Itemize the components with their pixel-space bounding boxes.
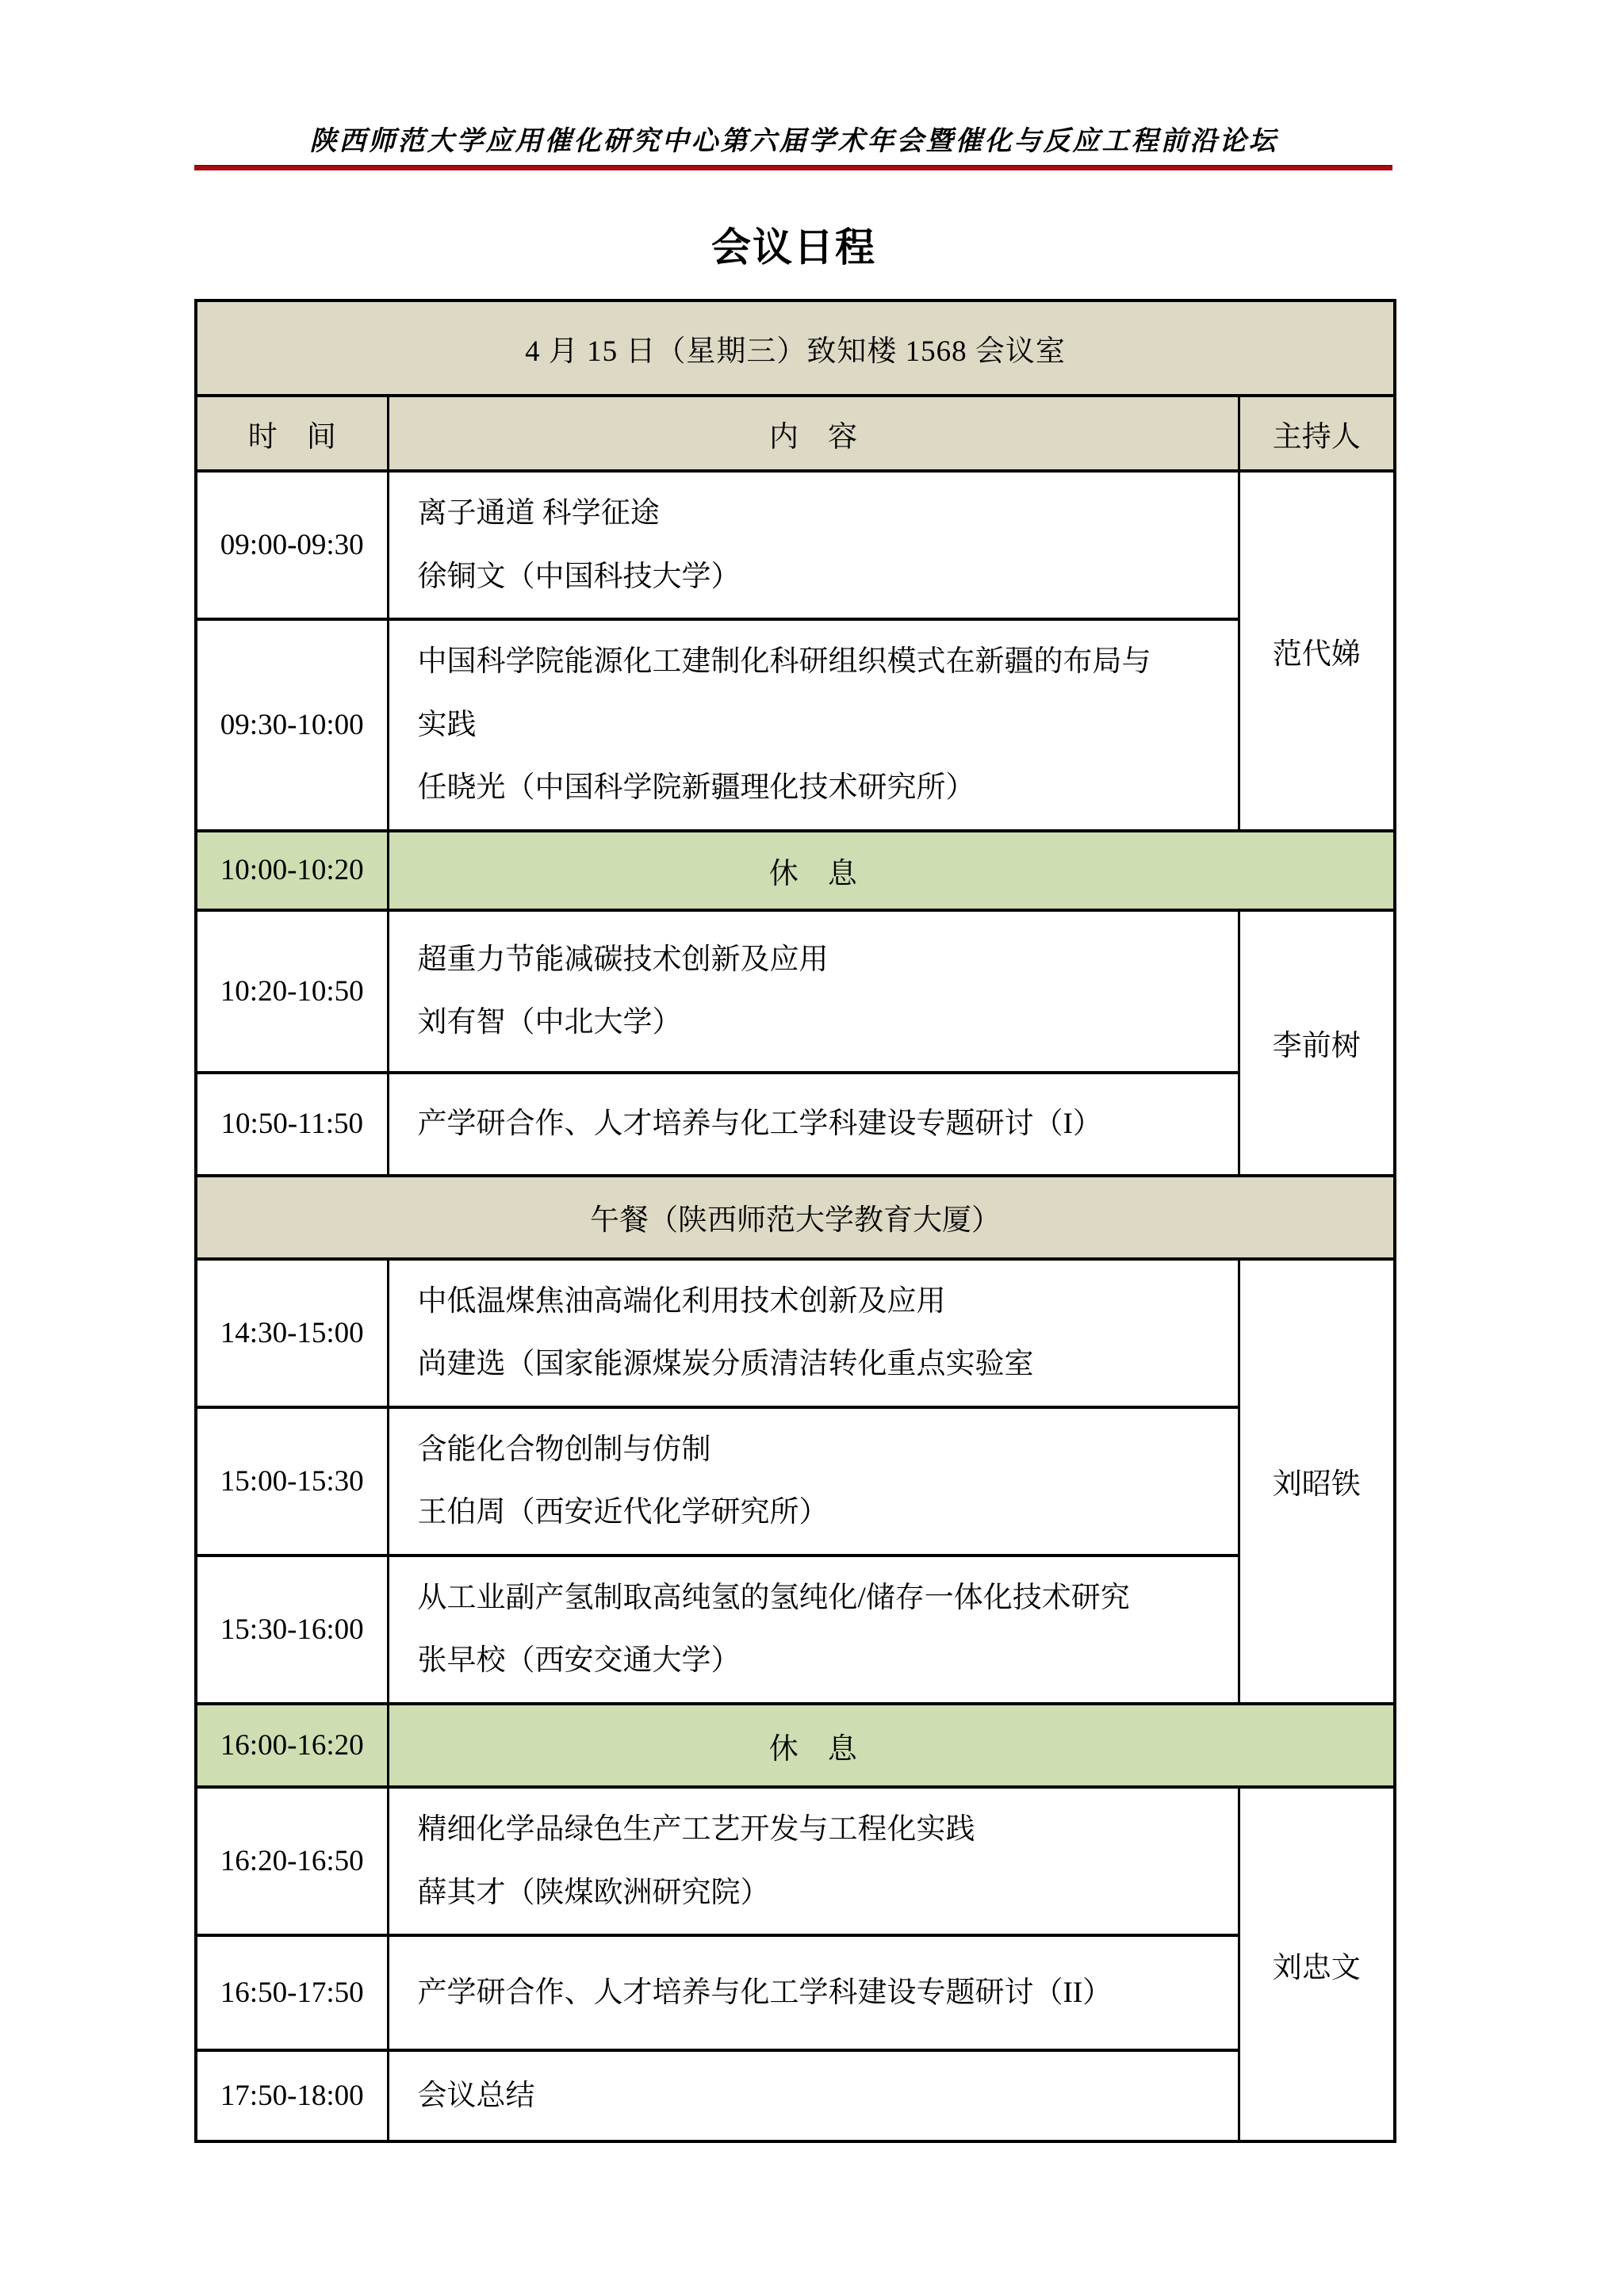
speaker: 薛其才（陕煤欧洲研究院） <box>417 1876 770 1909</box>
session-row <box>196 910 1395 1073</box>
time-cell: 15:00-15:30 <box>196 1407 388 1556</box>
column-header-row <box>196 396 1395 471</box>
time-cell: 15:30-16:00 <box>196 1556 388 1704</box>
time-cell: 17:50-18:00 <box>196 2050 388 2141</box>
content-cell <box>388 619 1239 831</box>
talk-title: 离子通道 科学征途 <box>417 497 660 530</box>
talk-title: 产学研合作、人才培养与化工学科建设专题研讨（I） <box>417 1107 1102 1140</box>
session-row <box>196 619 1395 831</box>
time-cell: 09:30-10:00 <box>196 619 388 831</box>
content-cell <box>388 1407 1239 1556</box>
speaker: 徐铜文（中国科技大学） <box>417 560 741 593</box>
session-row <box>196 2050 1395 2141</box>
time-cell: 10:00-10:20 <box>196 831 388 910</box>
talk-title: 会议总结 <box>417 2079 535 2112</box>
break-row <box>196 1704 1395 1787</box>
session-row <box>196 1073 1395 1176</box>
content-column-header: 内 容 <box>388 396 1239 471</box>
lunch-label: 午餐（陕西师范大学教育大厦） <box>196 1176 1395 1259</box>
content-cell <box>388 910 1239 1073</box>
speaker: 王伯周（西安近代化学研究所） <box>417 1496 829 1529</box>
date-header-row <box>196 300 1395 396</box>
host-cell: 刘昭铁 <box>1239 1259 1395 1704</box>
content-cell <box>388 1073 1239 1176</box>
time-cell: 10:20-10:50 <box>196 910 388 1073</box>
speaker: 任晓光（中国科学院新疆理化技术研究所） <box>417 771 975 805</box>
session-row <box>196 1407 1395 1556</box>
speaker: 尚建选（国家能源煤炭分质清洁转化重点实验室 <box>417 1348 1034 1381</box>
page-title: 会议日程 <box>711 225 876 270</box>
talk-title: 从工业副产氢制取高纯氢的氢纯化/储存一体化技术研究 <box>417 1581 1130 1614</box>
break-row <box>196 831 1395 910</box>
time-cell: 16:50-17:50 <box>196 1935 388 2050</box>
time-cell: 14:30-15:00 <box>196 1259 388 1407</box>
talk-title: 精细化学品绿色生产工艺开发与工程化实践 <box>417 1813 975 1846</box>
session-row <box>196 1556 1395 1704</box>
session-row <box>196 471 1395 619</box>
talk-title: 中低温煤焦油高端化利用技术创新及应用 <box>417 1284 946 1318</box>
time-cell: 16:20-16:50 <box>196 1787 388 1935</box>
host-cell: 范代娣 <box>1239 471 1395 831</box>
break-label: 休 息 <box>388 1704 1395 1787</box>
time-column-header: 时 间 <box>196 396 388 471</box>
break-label: 休 息 <box>388 831 1395 910</box>
content-cell <box>388 1259 1239 1407</box>
schedule-table <box>194 299 1396 2143</box>
header-rule <box>194 165 1392 170</box>
time-cell: 10:50-11:50 <box>196 1073 388 1176</box>
date-header-cell: 4 月 15 日（星期三）致知楼 1568 会议室 <box>196 300 1395 396</box>
host-column-header: 主持人 <box>1239 396 1395 471</box>
content-cell <box>388 1556 1239 1704</box>
host-cell: 刘忠文 <box>1239 1787 1395 2141</box>
content-cell <box>388 1787 1239 1935</box>
speaker: 刘有智（中北大学） <box>417 1006 682 1039</box>
talk-title: 产学研合作、人才培养与化工学科建设专题研讨（II） <box>417 1976 1113 2009</box>
document-header: 陕西师范大学应用催化研究中心第六届学术年会暨催化与反应工程前沿论坛 <box>309 127 1278 156</box>
session-row <box>196 1259 1395 1407</box>
content-cell <box>388 2050 1239 2141</box>
content-cell <box>388 471 1239 619</box>
time-cell: 16:00-16:20 <box>196 1704 388 1787</box>
session-row <box>196 1935 1395 2050</box>
time-cell: 09:00-09:30 <box>196 471 388 619</box>
talk-title: 中国科学院能源化工建制化科研组织模式在新疆的布局与实践 <box>417 645 1151 741</box>
content-cell <box>388 1935 1239 2050</box>
speaker: 张早校（西安交通大学） <box>417 1644 741 1678</box>
session-row <box>196 1787 1395 1935</box>
talk-title: 超重力节能减碳技术创新及应用 <box>417 943 829 976</box>
talk-title: 含能化合物创制与仿制 <box>417 1433 711 1466</box>
lunch-row <box>196 1176 1395 1259</box>
host-cell: 李前树 <box>1239 910 1395 1176</box>
